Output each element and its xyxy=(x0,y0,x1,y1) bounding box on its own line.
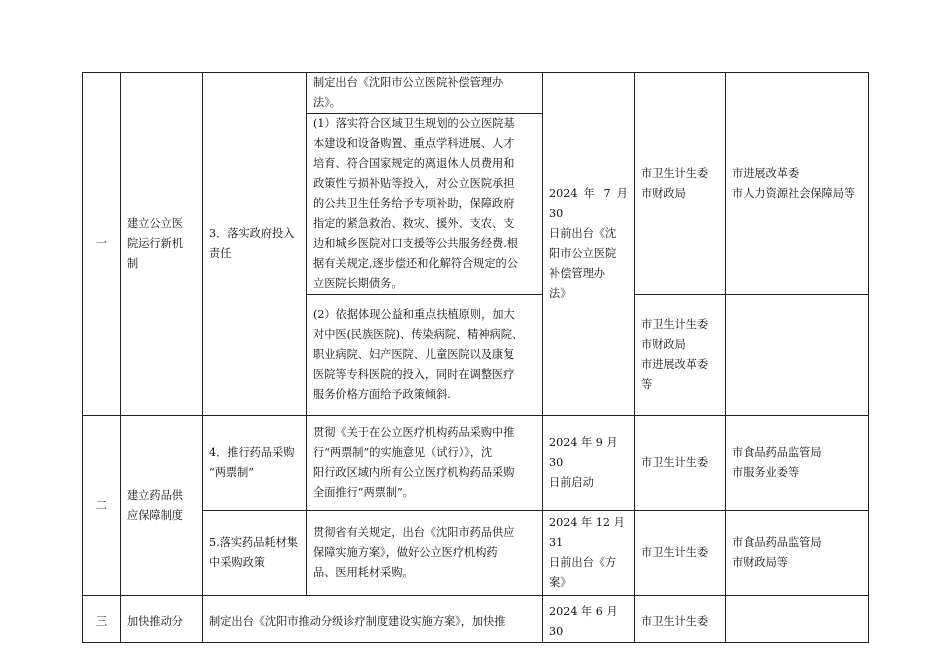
deadline-cell: 2024 年 6 月 30 xyxy=(543,596,635,643)
content-cell: 贯彻《关于在公立医疗机构药品采购中推 行“两票制”的实施意见（试行）》，沈 阳行政区域内所有公立医疗机构药品采购 全面推行“两票制”。 xyxy=(307,416,543,511)
category-cell: 建立药品供 应保障制度 xyxy=(121,416,203,596)
category-cell: 建立公立医 院运行新机 制 xyxy=(121,73,203,416)
cooperating-unit-cell: 市食品药品监管局 市服务业委等 xyxy=(726,416,869,511)
lead-unit-cell: 市卫生计生委 xyxy=(635,416,726,511)
task-cell: 3．落实政府投入 责任 xyxy=(203,73,307,416)
table-row xyxy=(83,596,869,643)
deadline-cell: 2024 年 12 月 31 日前出台《方 案》 xyxy=(543,511,635,596)
cooperating-unit-cell: 市进展改革委 市人力资源社会保障局等 xyxy=(726,73,869,295)
seq-cell: 二 xyxy=(83,416,121,596)
table-row xyxy=(83,73,869,114)
reform-task-table xyxy=(82,72,869,643)
cooperating-unit-cell xyxy=(726,295,869,416)
content-cell: (2）依据体现公益和重点扶植原则，加大 对中医(民族医院)、传染病院、精神病院、 职业病院、妇产医院、儿童医院以及康复 医院等专科医院的投入，同时在调整医疗 服务价格方面给予政策倾斜. xyxy=(307,295,543,416)
lead-unit-cell: 市卫生计生委 xyxy=(635,511,726,596)
lead-unit-cell: 市卫生计生委 市财政局 xyxy=(635,73,726,295)
lead-unit-cell: 市卫生计生委 市财政局 市进展改革委 等 xyxy=(635,295,726,416)
content-cell: 贯彻省有关规定，出台《沈阳市药品供应 保障实施方案》，做好公立医疗机构药 品、医用耗材采购。 xyxy=(307,511,543,596)
lead-unit-cell: 市卫生计生委 xyxy=(635,596,726,643)
table-row xyxy=(83,416,869,511)
task-cell: 5.落实药品耗材集 中采购政策 xyxy=(203,511,307,596)
content-cell: (1）落实符合区域卫生规划的公立医院基 本建设和设备购置、重点学科进展、人才 培育、符合国家规定的离退休人员费用和 政策性亏损补贴等投入，对公立医院承担 的公共卫生任务给予专项补助，保障政府 指定的紧急救治、救灾、援外、支农、支 边和城乡医院对口支援等公共服务经费.根 据有关规定,逐步偿还和化解符合规定的公 立医院长期债务。 xyxy=(307,114,543,295)
deadline-cell: 2024 年 9 月 30 日前启动 xyxy=(543,416,635,511)
deadline-cell: 2024 年 7 月 30 日前出台《沈 阳市公立医院 补偿管理办 法》 xyxy=(543,73,635,416)
content-cell: 制定出台《沈阳市推动分级诊疗制度建设实施方案》，加快推 xyxy=(203,596,543,643)
seq-cell: 一 xyxy=(83,73,121,416)
cooperating-unit-cell: 市食品药品监管局 市财政局等 xyxy=(726,511,869,596)
cooperating-unit-cell xyxy=(726,596,869,643)
category-cell: 加快推动分 xyxy=(121,596,203,643)
content-cell: 制定出台《沈阳市公立医院补偿管理办 法》。 xyxy=(307,73,543,114)
seq-cell: 三 xyxy=(83,596,121,643)
task-cell: 4．推行药品采购 “两票制” xyxy=(203,416,307,511)
